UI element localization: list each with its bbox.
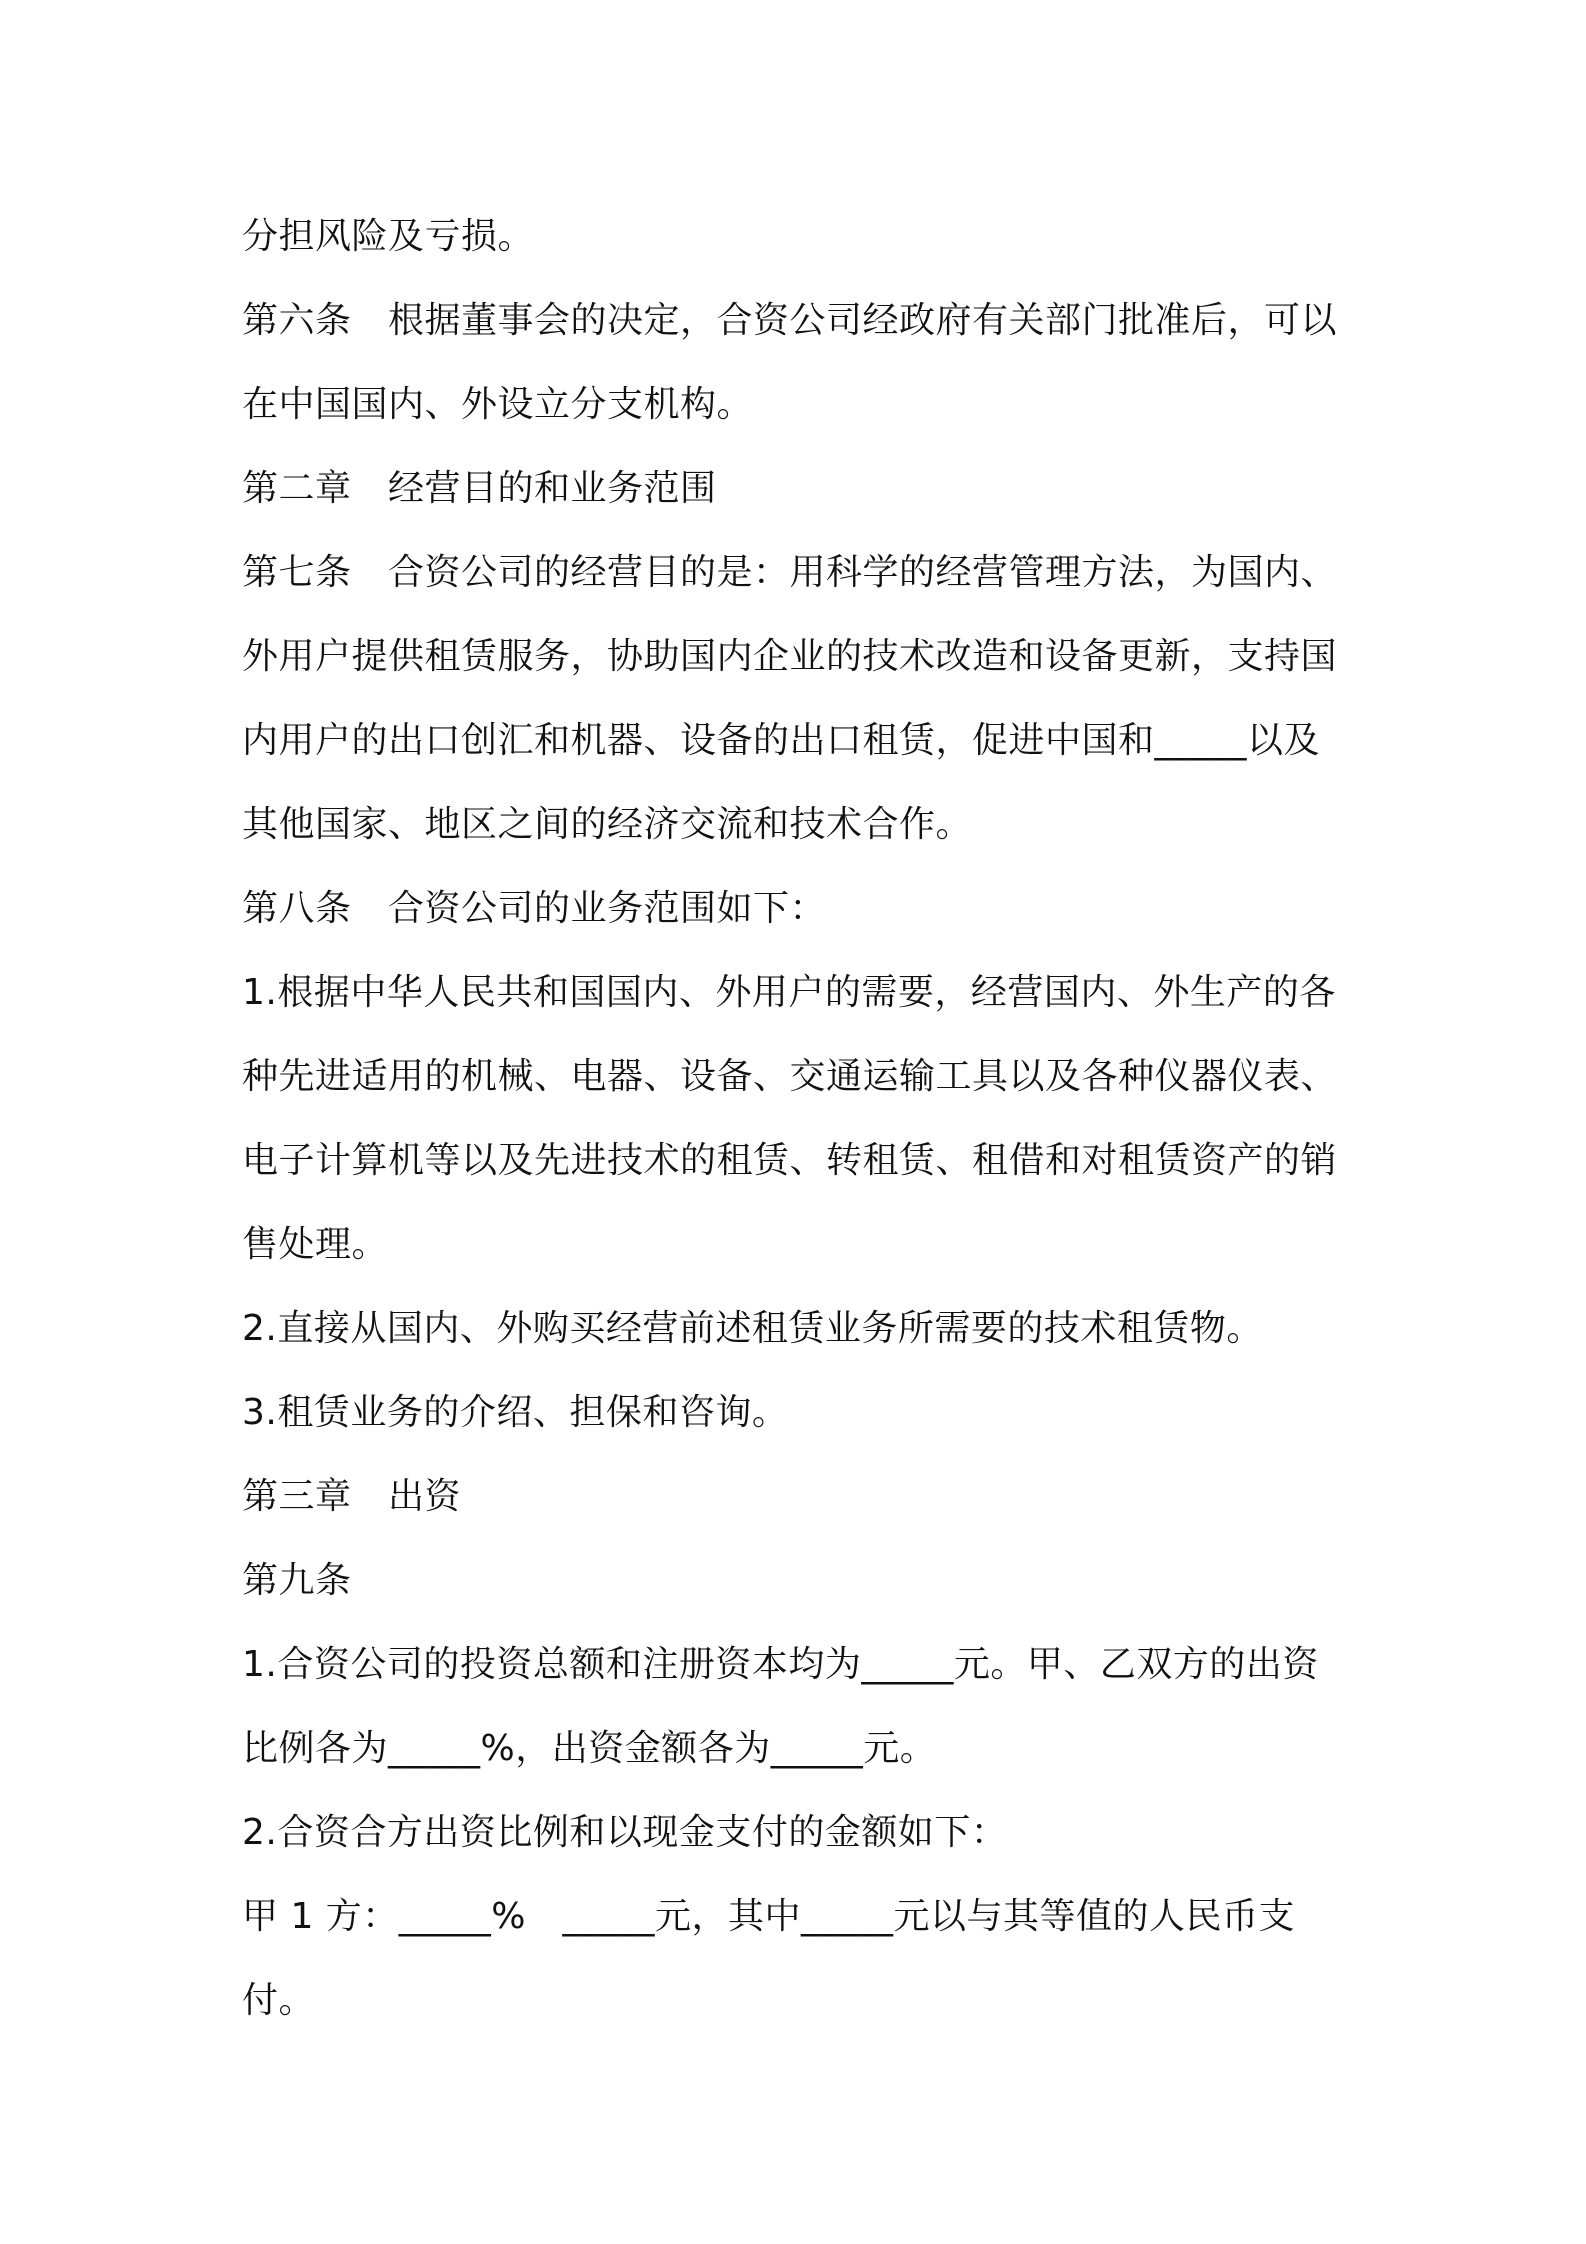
text-line: 分担风险及亏损。 bbox=[242, 216, 535, 257]
list-item-2: 2.直接从国内、外购买经营前述租赁业务所需要的技术租赁物。 bbox=[242, 1308, 1263, 1349]
text-line: 电子计算机等以及先进技术的租赁、转租赁、租借和对租赁资产的销 bbox=[242, 1140, 1338, 1181]
text-line: 比例各为_____%，出资金额各为_____元。 bbox=[242, 1728, 937, 1769]
article-8-line: 第八条 合资公司的业务范围如下： bbox=[242, 888, 827, 929]
text-line: 付。 bbox=[242, 1980, 316, 2021]
text-line: 种先进适用的机械、电器、设备、交通运输工具以及各种仪器仪表、 bbox=[242, 1056, 1338, 1097]
list-item-1: 1.合资公司的投资总额和注册资本均为_____元。甲、乙双方的出资 bbox=[242, 1644, 1319, 1685]
chapter-3-heading: 第三章 出资 bbox=[242, 1476, 462, 1517]
document-body bbox=[242, 195, 1357, 2043]
text-line: 其他国家、地区之间的经济交流和技术合作。 bbox=[242, 804, 973, 845]
chapter-2-heading: 第二章 经营目的和业务范围 bbox=[242, 468, 717, 509]
article-7-line: 第七条 合资公司的经营目的是：用科学的经营管理方法，为国内、 bbox=[242, 552, 1338, 593]
list-item-2: 2.合资合方出资比例和以现金支付的金额如下： bbox=[242, 1812, 1008, 1853]
article-6-line: 第六条 根据董事会的决定，合资公司经政府有关部门批准后，可以 bbox=[242, 300, 1338, 341]
text-line: 内用户的出口创汇和机器、设备的出口租赁，促进中国和_____以及 bbox=[242, 720, 1321, 761]
party-a-line: 甲 1 方：_____% _____元，其中_____元以与其等值的人民币支 bbox=[242, 1896, 1295, 1937]
text-line: 售处理。 bbox=[242, 1224, 389, 1265]
text-line: 外用户提供租赁服务，协助国内企业的技术改造和设备更新，支持国 bbox=[242, 636, 1338, 677]
list-item-1: 1.根据中华人民共和国国内、外用户的需要，经营国内、外生产的各 bbox=[242, 972, 1336, 1013]
list-item-3: 3.租赁业务的介绍、担保和咨询。 bbox=[242, 1392, 789, 1433]
article-9-line: 第九条 bbox=[242, 1560, 352, 1601]
text-line: 在中国国内、外设立分支机构。 bbox=[242, 384, 754, 425]
